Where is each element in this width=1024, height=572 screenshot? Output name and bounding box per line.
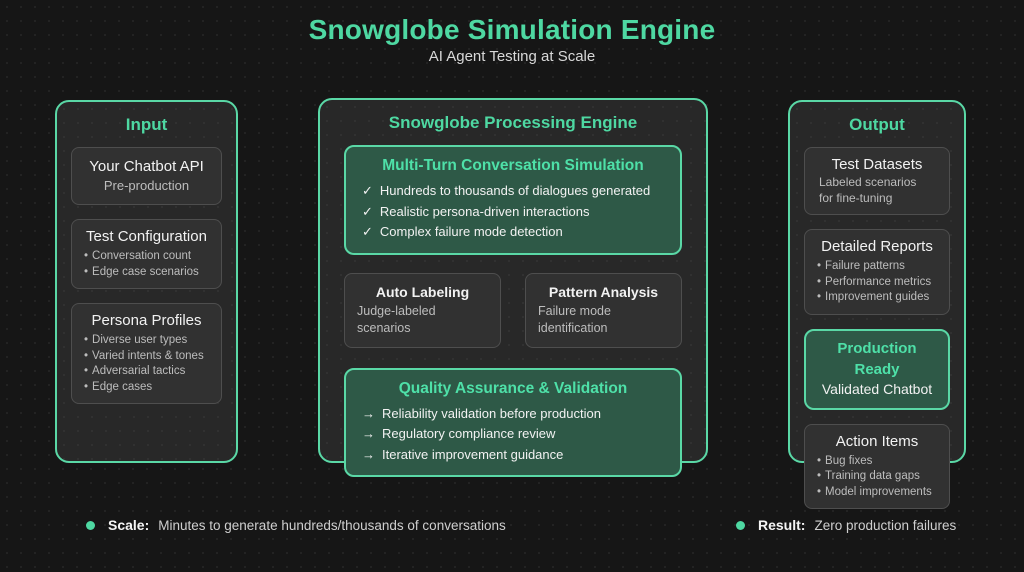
check-item: ✓ Complex failure mode detection	[362, 224, 563, 239]
check-icon: ✓	[362, 203, 373, 219]
check-item: ✓ Hundreds to thousands of dialogues generated	[362, 183, 651, 198]
action-items-card	[804, 424, 950, 510]
processing-middle-row	[344, 273, 682, 348]
production-ready-subtitle: Validated Chatbot	[821, 380, 933, 397]
test-configuration-list	[80, 247, 213, 280]
persona-profiles-title: Persona Profiles	[91, 312, 202, 329]
production-ready-card	[804, 329, 950, 410]
auto-labeling-card	[344, 273, 501, 348]
bullet-icon: •	[817, 485, 822, 498]
chatbot-api-card	[71, 147, 222, 205]
test-datasets-title: Test Datasets	[831, 156, 923, 173]
list-item: • Diverse user types	[84, 334, 188, 346]
test-datasets-line: for fine-tuning	[819, 190, 893, 205]
action-items-title: Action Items	[835, 432, 919, 450]
list-item: • Improvement guides	[817, 291, 930, 303]
processing-panel	[318, 98, 708, 463]
detailed-reports-list	[813, 257, 941, 306]
auto-labeling-description: Judge-labeled scenarios	[357, 303, 436, 335]
test-datasets-line: Labeled scenarios	[819, 175, 917, 189]
bullet-icon: •	[817, 470, 822, 482]
scale-text: Minutes to generate hundreds/thousands of conversations	[158, 517, 506, 533]
arrow-item: → Regulatory compliance review	[362, 426, 556, 441]
scale-label: Scale:	[108, 517, 150, 533]
arrow-icon: →	[362, 446, 375, 462]
test-configuration-card	[71, 219, 222, 289]
pattern-analysis-title: Pattern Analysis	[548, 283, 659, 300]
list-item: • Bug fixes	[817, 454, 873, 467]
persona-profiles-list	[80, 331, 213, 395]
bullet-icon: •	[84, 250, 89, 262]
production-ready-title: Production Ready	[837, 339, 917, 378]
result-label: Result:	[758, 517, 806, 533]
list-item: • Performance metrics	[817, 275, 932, 288]
action-items-list	[813, 452, 941, 501]
output-panel-title: Output	[849, 115, 905, 134]
list-item: • Conversation count	[84, 250, 192, 262]
input-panel-title: Input	[125, 115, 168, 134]
bullet-icon: •	[817, 291, 822, 303]
input-panel	[55, 100, 238, 463]
multi-turn-simulation-title: Multi-Turn Conversation Simulation	[382, 157, 644, 174]
arrow-icon: →	[362, 405, 375, 421]
output-panel	[788, 100, 966, 498]
list-item: • Varied intents & tones	[84, 349, 204, 362]
pattern-analysis-card	[525, 273, 682, 348]
pattern-analysis-description: Failure mode identification	[538, 303, 611, 335]
list-item: • Failure patterns	[817, 260, 905, 272]
detailed-reports-card	[804, 229, 950, 315]
list-item: • Adversarial tactics	[84, 365, 186, 377]
page-title: Snowglobe Simulation Engine	[308, 14, 716, 45]
bullet-icon: •	[84, 334, 89, 346]
list-item: • Training data gaps	[817, 470, 920, 482]
bullet-icon: •	[84, 365, 89, 377]
page-subtitle: AI Agent Testing at Scale	[428, 48, 596, 65]
bullet-icon: •	[84, 265, 89, 278]
check-item: ✓ Realistic persona-driven interactions	[362, 203, 590, 219]
auto-labeling-title: Auto Labeling	[375, 283, 470, 300]
bullet-icon: •	[84, 380, 89, 393]
list-item: • Model improvements	[817, 485, 932, 498]
chatbot-api-title: Your Chatbot API	[89, 158, 204, 175]
arrow-icon: →	[362, 426, 375, 441]
processing-panel-title: Snowglobe Processing Engine	[388, 113, 638, 132]
arrow-item: → Reliability validation before production	[362, 405, 601, 421]
list-item: • Edge cases	[84, 380, 153, 393]
bullet-icon: •	[817, 275, 822, 288]
multi-turn-simulation-card	[344, 145, 682, 255]
quality-assurance-card	[344, 368, 682, 478]
result-legend	[736, 517, 956, 533]
test-datasets-card	[804, 147, 950, 215]
detailed-reports-title: Detailed Reports	[821, 238, 933, 255]
check-icon: ✓	[362, 183, 373, 198]
scale-legend	[86, 517, 506, 533]
list-item: • Edge case scenarios	[84, 265, 199, 278]
bullet-icon: •	[84, 349, 89, 362]
result-text: Zero production failures	[814, 517, 957, 533]
test-configuration-title: Test Configuration	[86, 228, 207, 245]
bullet-icon: •	[817, 454, 822, 467]
result-dot-icon	[736, 521, 745, 530]
arrow-item: → Iterative improvement guidance	[362, 446, 564, 462]
bullet-icon: •	[817, 260, 822, 272]
persona-profiles-card	[71, 303, 222, 404]
check-icon: ✓	[362, 224, 373, 239]
scale-dot-icon	[86, 521, 95, 530]
quality-assurance-title: Quality Assurance & Validation	[398, 379, 628, 397]
chatbot-api-subtitle: Pre-production	[103, 178, 190, 193]
